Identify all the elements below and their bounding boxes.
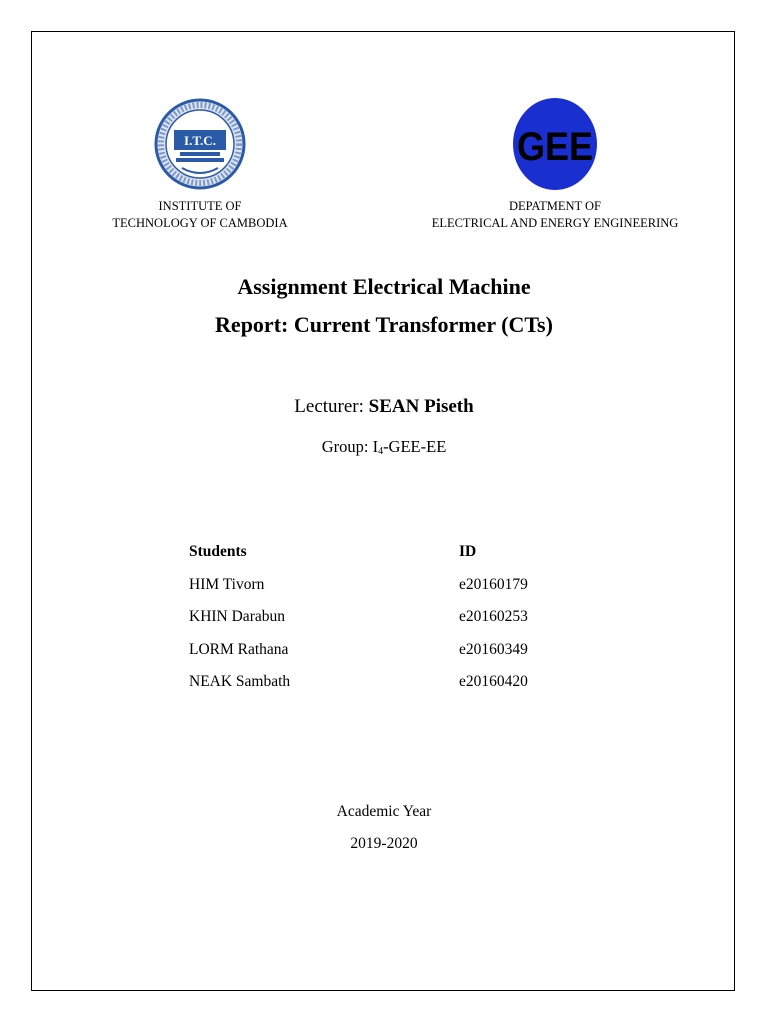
student-id: e20160253 [459,608,528,626]
table-header-row [189,536,609,569]
report-title [0,268,768,344]
gee-header [405,96,705,232]
group-label: Group: [321,437,369,456]
header-id: ID [459,543,477,561]
academic-year-value: 2019-2020 [350,835,418,852]
institute-line-2: TECHNOLOGY OF CAMBODIA [112,216,288,230]
table-row [189,666,609,699]
svg-text:I.T.C.: I.T.C. [184,133,216,148]
student-name: NEAK Sambath [189,673,291,691]
student-id: e20160349 [459,640,528,658]
lecturer-label: Lecturer: [294,396,364,417]
institute-line-1: INSTITUTE OF [158,199,242,213]
lecturer-name: SEAN Piseth [368,396,474,417]
group-prefix: I [372,437,379,456]
table-row [189,569,609,602]
lecturer-line [0,396,768,418]
student-id: e20160420 [459,673,528,691]
academic-year-block [0,796,768,860]
group-suffix: -GEE-EE [383,437,447,456]
itc-header [60,96,340,232]
student-name: LORM Rathana [189,640,289,658]
student-name: HIM Tivorn [189,575,265,593]
title-line-2: Report: Current Transformer (CTs) [215,312,553,337]
svg-text:GEE: GEE [517,125,593,169]
title-line-1: Assignment Electrical Machine [237,274,531,299]
itc-logo-icon [152,96,248,192]
table-row [189,601,609,634]
student-id: e20160179 [459,575,528,593]
group-line [0,437,768,457]
academic-year-label: Academic Year [336,803,432,820]
table-row [189,634,609,667]
student-name: KHIN Darabun [189,608,285,626]
department-line-2: ELECTRICAL AND ENERGY ENGINEERING [431,216,679,230]
students-table [189,536,609,699]
group-subscript: 4 [378,446,384,457]
header-students: Students [189,543,247,561]
department-line-1: DEPATMENT OF [508,199,602,213]
gee-logo-icon [510,96,600,192]
